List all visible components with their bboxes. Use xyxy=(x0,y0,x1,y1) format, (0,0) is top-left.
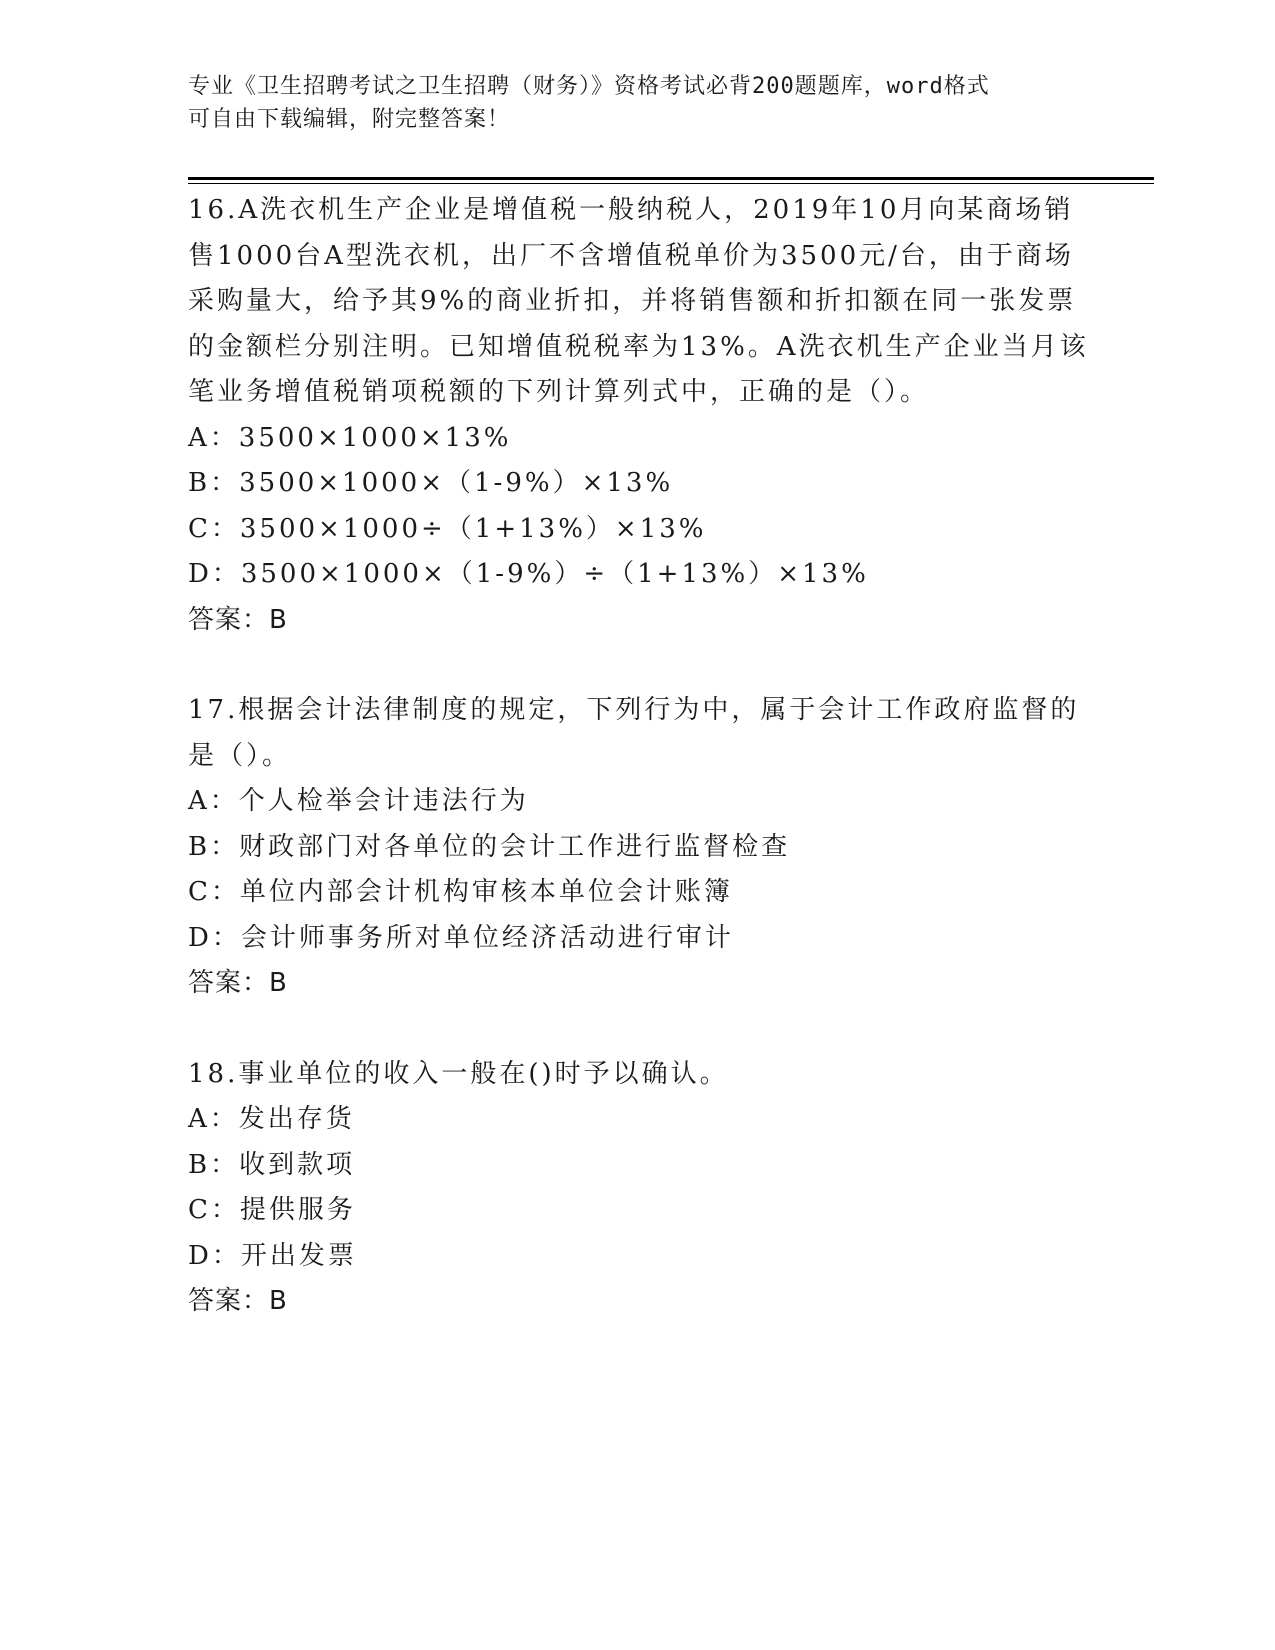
header-line: 可自由下载编辑，附完整答案！ xyxy=(188,107,511,132)
spacer xyxy=(188,1007,1088,1052)
question-text-line: 售1000台A型洗衣机，出厂不含增值税单价为3500元/台，由于商场 xyxy=(188,240,1074,271)
question-list xyxy=(188,188,1088,1325)
document-header xyxy=(188,70,1088,136)
header-divider-thin xyxy=(188,183,1154,184)
answer: 答案：B xyxy=(188,1286,288,1316)
question-17 xyxy=(188,688,1088,1007)
answer: 答案：B xyxy=(188,968,288,998)
question-text-line: 16.A洗衣机生产企业是增值税一般纳税人，2019年10月向某商场销 xyxy=(188,195,1074,225)
question-text-line: 18.事业单位的收入一般在()时予以确认。 xyxy=(188,1058,729,1089)
option-d: D：会计师事务所对单位经济活动进行审计 xyxy=(188,922,734,953)
answer: 答案：B xyxy=(188,604,288,635)
spacer xyxy=(188,643,1088,688)
option-b: B：财政部门对各单位的会计工作进行监督检查 xyxy=(188,831,791,862)
option-c: C：3500×1000÷（1+13%）×13% xyxy=(188,513,707,544)
option-a: A：发出存货 xyxy=(188,1104,355,1134)
option-b: B：3500×1000×（1-9%）×13% xyxy=(188,468,674,498)
option-b: B：收到款项 xyxy=(188,1149,356,1180)
option-c: C：单位内部会计机构审核本单位会计账簿 xyxy=(188,877,733,907)
question-text-line: 是（）。 xyxy=(188,740,292,771)
question-text-line: 采购量大，给予其9%的商业折扣，并将销售额和折扣额在同一张发票 xyxy=(188,286,1077,316)
option-c: C：提供服务 xyxy=(188,1195,356,1225)
question-text-line: 笔业务增值税销项税额的下列计算列式中，正确的是（）。 xyxy=(188,377,930,407)
header-line: 专业《卫生招聘考试之卫生招聘（财务）》资格考试必背200题题库，word格式 xyxy=(188,74,990,99)
question-16 xyxy=(188,188,1088,643)
option-a: A：3500×1000×13% xyxy=(188,422,512,453)
option-d: D：3500×1000×（1-9%）÷（1+13%）×13% xyxy=(188,559,869,589)
question-18 xyxy=(188,1052,1088,1325)
option-d: D：开出发票 xyxy=(188,1240,357,1271)
question-text-line: 的金额栏分别注明。已知增值税税率为13%。A洗衣机生产企业当月该 xyxy=(188,331,1089,362)
header-divider-thick xyxy=(188,177,1154,180)
question-text-line: 17.根据会计法律制度的规定，下列行为中，属于会计工作政府监督的 xyxy=(188,695,1080,725)
option-a: A：个人检举会计违法行为 xyxy=(188,786,529,816)
